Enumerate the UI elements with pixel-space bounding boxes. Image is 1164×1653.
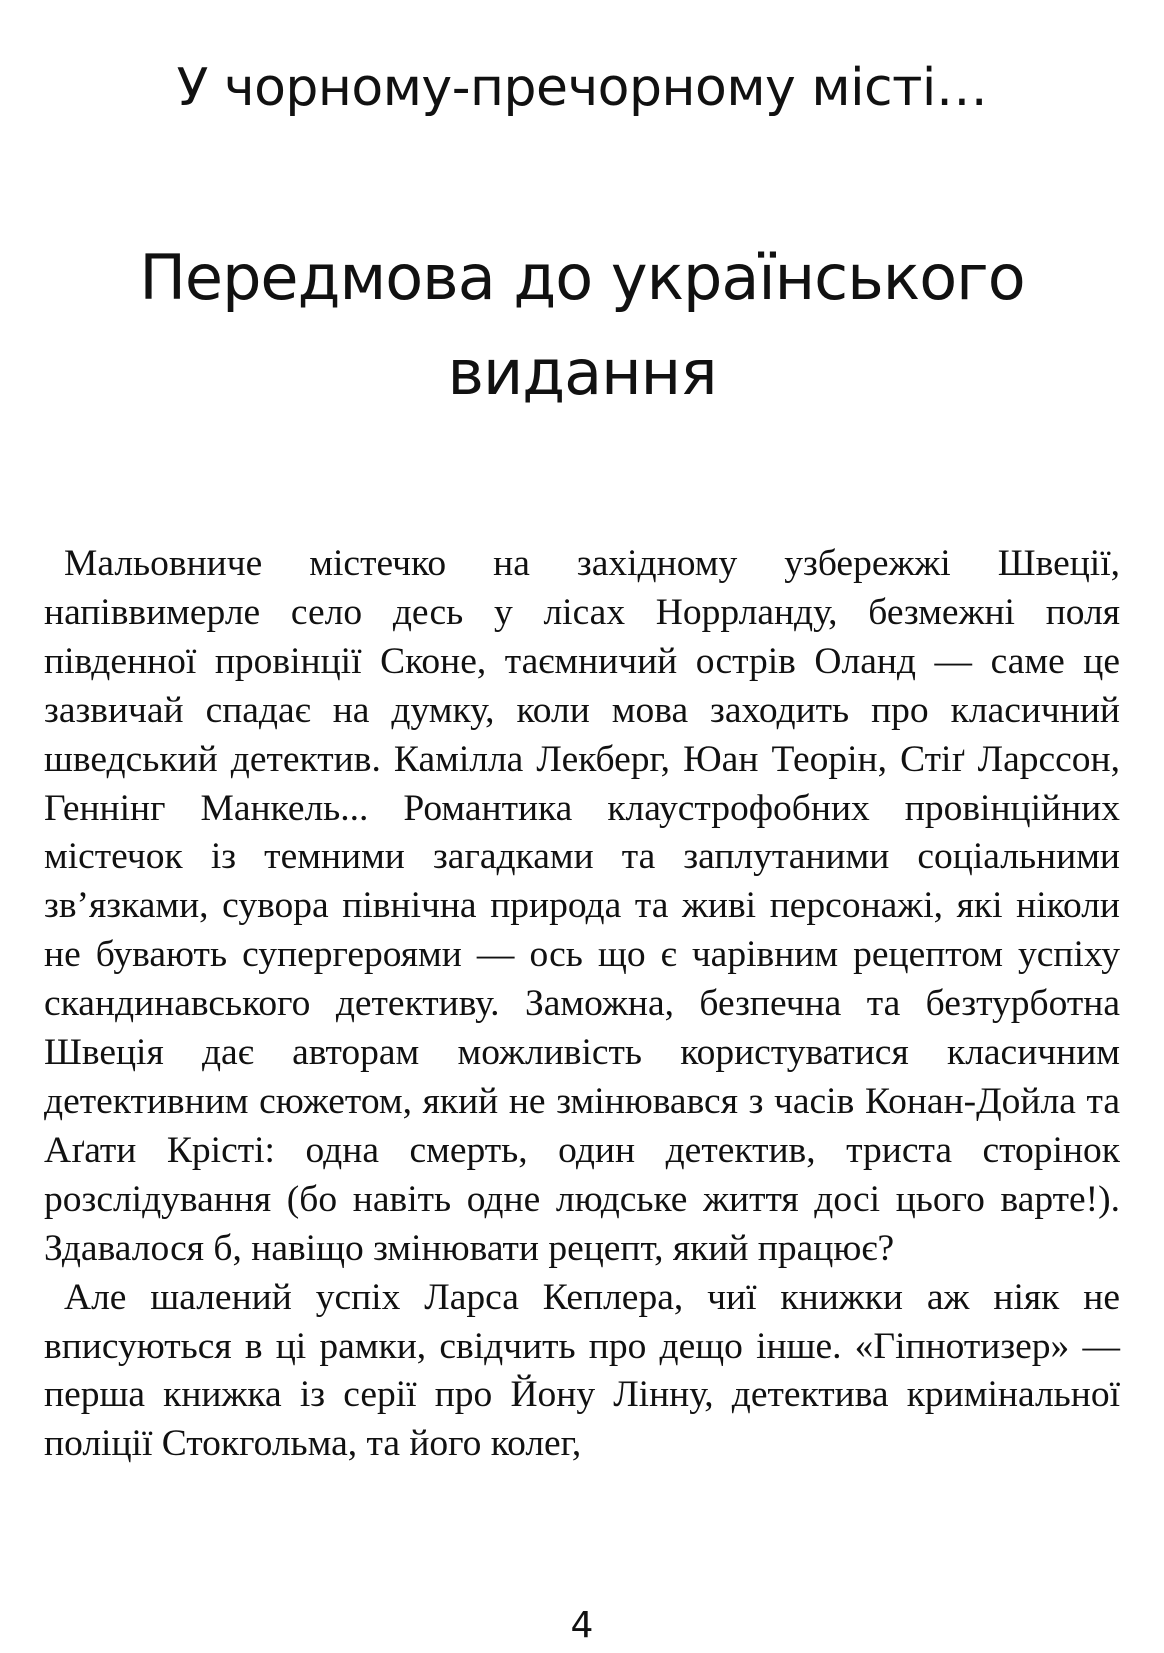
body-text bbox=[44, 540, 1120, 1469]
paragraph: Але шалений успіх Ларса Кеплера, чиї книжки аж ніяк не вписуються в ці рамки, свідчить про дещо інше. «Гіпнотизер» — перша книжка із серії про Йону Лінну, детектива кримінальної поліції Стокгольма, та його колег, bbox=[44, 1276, 1120, 1465]
chapter-title: Передмова до українського видання bbox=[139, 241, 1025, 409]
page-number: 4 bbox=[570, 1605, 594, 1646]
section-title: У чорному-пречорному місті… bbox=[176, 58, 988, 118]
paragraph: Мальовниче містечко на західному узбережжі Швеції, напіввимерле село десь у лісах Норрланду, безмежні поля південної провінції Сконе, таємничий острів Оланд — саме це зазвичай спадає на думку, коли мова заходить про класичний шведський детектив. Камілла Лекберг, Юан Теорін, Стіґ Ларссон, Геннінг Манкель... Романтика клаустрофобних провінційних містечок із темними загадками та заплутаними соціальними зв’язками, сувора північна природа та живі персонажі, які ніколи не бувають супергероями — ось що є чарівним рецептом успіху скандинавського детективу. Заможна, безпечна та безтурботна Швеція дає авторам можливість користуватися класичним детективним сюжетом, який не змінювався з часів Конан-Дойла та Аґати Крісті: одна смерть, один детектив, триста сторінок розслідування (бо навіть одне людське життя досі цього варте!). Здавалося б, навіщо змінювати рецепт, який працює? bbox=[44, 543, 1120, 1269]
